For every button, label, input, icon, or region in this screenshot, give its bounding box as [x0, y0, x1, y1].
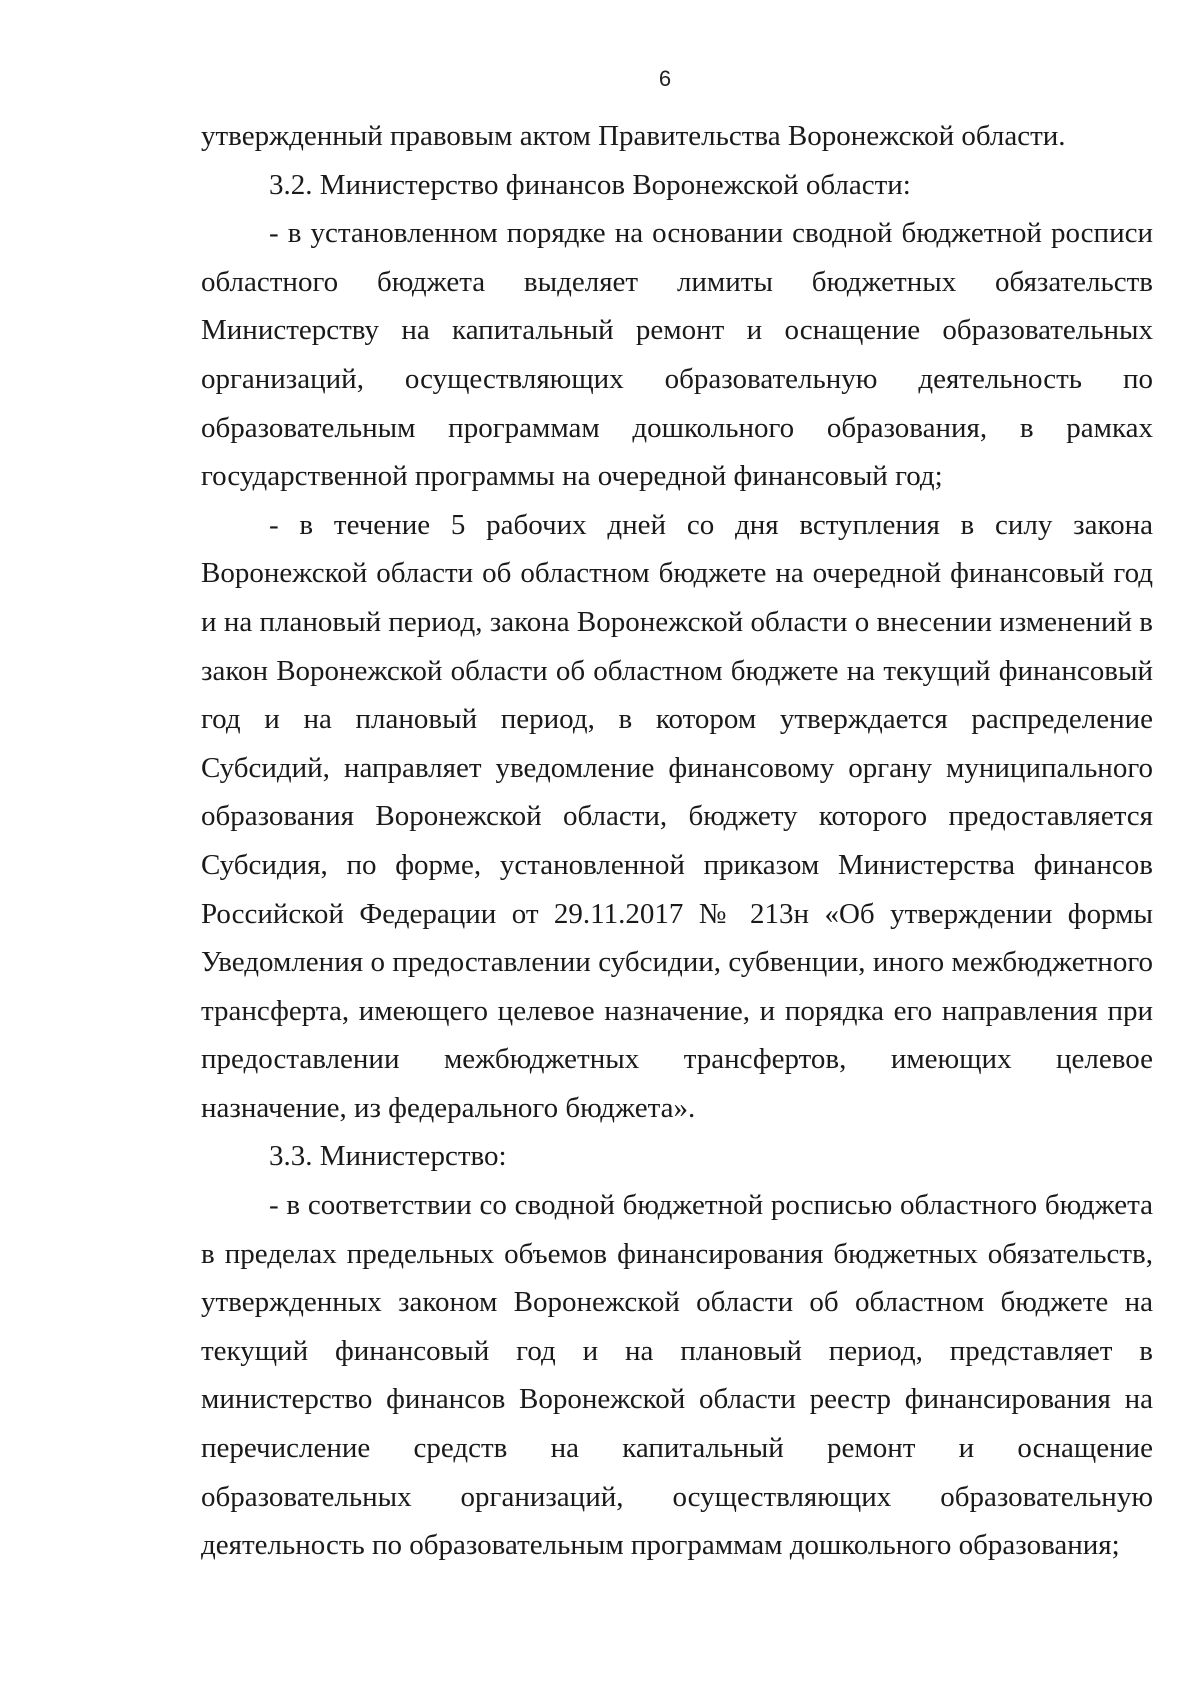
- section-heading-3-2: 3.2. Министерство финансов Воронежской области:: [269, 168, 911, 201]
- paragraph-notification: - в течение 5 рабочих дней со дня вступления в силу закона Воронежской области об областном бюджете на очередной финансовый год и на плановый период, закона Воронежской области о внесении изменений в закон Воронежской области об областном бюджете на текущий финансовый год и на плановый период, в котором утверждается распределение Субсидий, направляет уведомление финансовому органу муниципального образования Воронежской области, бюджету которого предоставляется Субсидия, по форме, установленной приказом Министерства финансов Российской Федерации от 29.11.2017 № 213н «Об утверждении формы Уведомления о предоставлении субсидии, субвенции, иного межбюджетного трансферта, имеющего целевое назначение, и порядка его направления при предоставлении межбюджетных трансфертов, имеющих целевое назначение, из федерального бюджета».: [201, 508, 1153, 1124]
- paragraph-registry: - в соответствии со сводной бюджетной росписью областного бюджета в пределах предельных объемов финансирования бюджетных обязательств, утвержденных законом Воронежской области об областном бюджете на текущий финансовый год и на плановый период, представляет в министерство финансов Воронежской области реестр финансирования на перечисление средств на капитальный ремонт и оснащение образовательных организаций, осуществляющих образовательную деятельность по образовательным программам дошкольного образования;: [201, 1189, 1153, 1562]
- section-heading-3-3: 3.3. Министерство:: [269, 1140, 507, 1173]
- paragraph-limits: - в установленном порядке на основании сводной бюджетной росписи областного бюджета выделяет лимиты бюджетных обязательств Министерству на капитальный ремонт и оснащение образовательных организаций, осуществляющих образовательную деятельность по образовательным программам дошкольного образования, в рамках государственной программы на очередной финансовый год;: [201, 217, 1153, 493]
- page-number: 6: [658, 66, 672, 91]
- paragraph-continuation: утвержденный правовым актом Правительства Воронежской области.: [201, 120, 1066, 152]
- document-body: [201, 112, 1153, 1570]
